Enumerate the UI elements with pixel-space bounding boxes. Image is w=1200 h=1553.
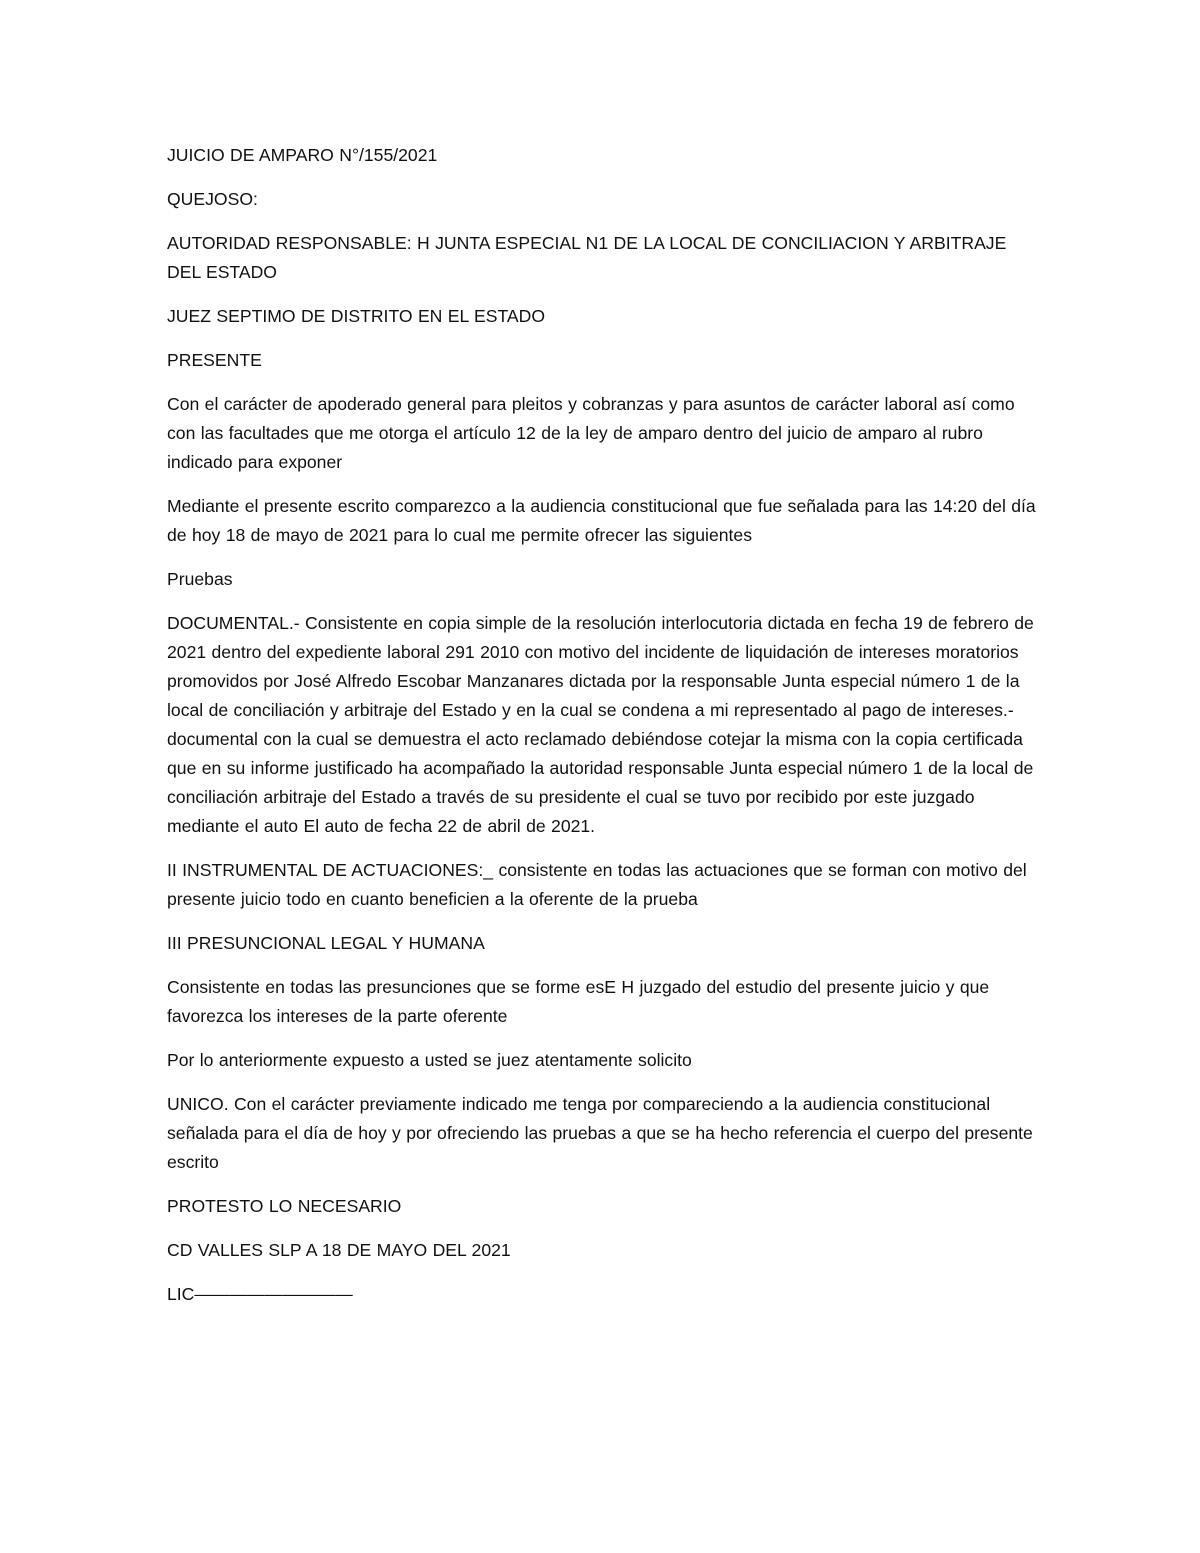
- complainant-line: QUEJOSO:: [167, 189, 258, 209]
- judge-addressee-line: JUEZ SEPTIMO DE DISTRITO EN EL ESTADO: [167, 306, 546, 326]
- case-number-heading: JUICIO DE AMPARO N°/155/2021: [167, 145, 438, 165]
- introduction-paragraph: Con el carácter de apoderado general para pleitos y cobranzas y para asuntos de carácter laboral así como con las facultades que me otorga el artículo 12 de la ley de amparo dentro del juicio de amparo al rubro indicado para exponer: [167, 394, 1015, 472]
- instrumental-evidence-paragraph: II INSTRUMENTAL DE ACTUACIONES:_ consistente en todas las actuaciones que se forman con motivo del presente juicio todo en cuanto beneficien a la oferente de la prueba: [167, 860, 1027, 909]
- responsible-authority-line: AUTORIDAD RESPONSABLE: H JUNTA ESPECIAL N1 DE LA LOCAL DE CONCILIACION Y ARBITRAJE DEL ESTADO: [167, 233, 1007, 282]
- request-intro-paragraph: Por lo anteriormente expuesto a usted se juez atentamente solicito: [167, 1050, 692, 1070]
- signature-line: LIC—————————: [167, 1284, 353, 1304]
- appearance-paragraph: Mediante el presente escrito comparezco a la audiencia constitucional que fue señalada para las 14:20 del día de hoy 18 de mayo de 2021 para lo cual me permite ofrecer las siguientes: [167, 496, 1036, 545]
- presente-line: PRESENTE: [167, 350, 262, 370]
- presumption-heading: III PRESUNCIONAL LEGAL Y HUMANA: [167, 933, 485, 953]
- evidence-heading: Pruebas: [167, 569, 233, 589]
- protesto-line: PROTESTO LO NECESARIO: [167, 1196, 402, 1216]
- document-body: [167, 141, 1039, 1324]
- place-date-line: CD VALLES SLP A 18 DE MAYO DEL 2021: [167, 1240, 511, 1260]
- documental-evidence-paragraph: DOCUMENTAL.- Consistente en copia simple de la resolución interlocutoria dictada en fecha 19 de febrero de 2021 dentro del expediente laboral 291 2010 con motivo del incidente de liquidación de intereses moratorios promovidos por José Alfredo Escobar Manzanares dictada por la responsable Junta especial número 1 de la local de conciliación y arbitraje del Estado y en la cual se condena a mi representado al pago de intereses.- documental con la cual se demuestra el acto reclamado debiéndose cotejar la misma con la copia certificada que en su informe justificado ha acompañado la autoridad responsable Junta especial número 1 de la local de conciliación arbitraje del Estado a través de su presidente el cual se tuvo por recibido por este juzgado mediante el auto El auto de fecha 22 de abril de 2021.: [167, 613, 1034, 836]
- presumption-paragraph: Consistente en todas las presunciones que se forme esE H juzgado del estudio del presente juicio y que favorezca los intereses de la parte oferente: [167, 977, 990, 1026]
- unico-paragraph: UNICO. Con el carácter previamente indicado me tenga por compareciendo a la audiencia constitucional señalada para el día de hoy y por ofreciendo las pruebas a que se ha hecho referencia el cuerpo del presente escrito: [167, 1094, 1033, 1172]
